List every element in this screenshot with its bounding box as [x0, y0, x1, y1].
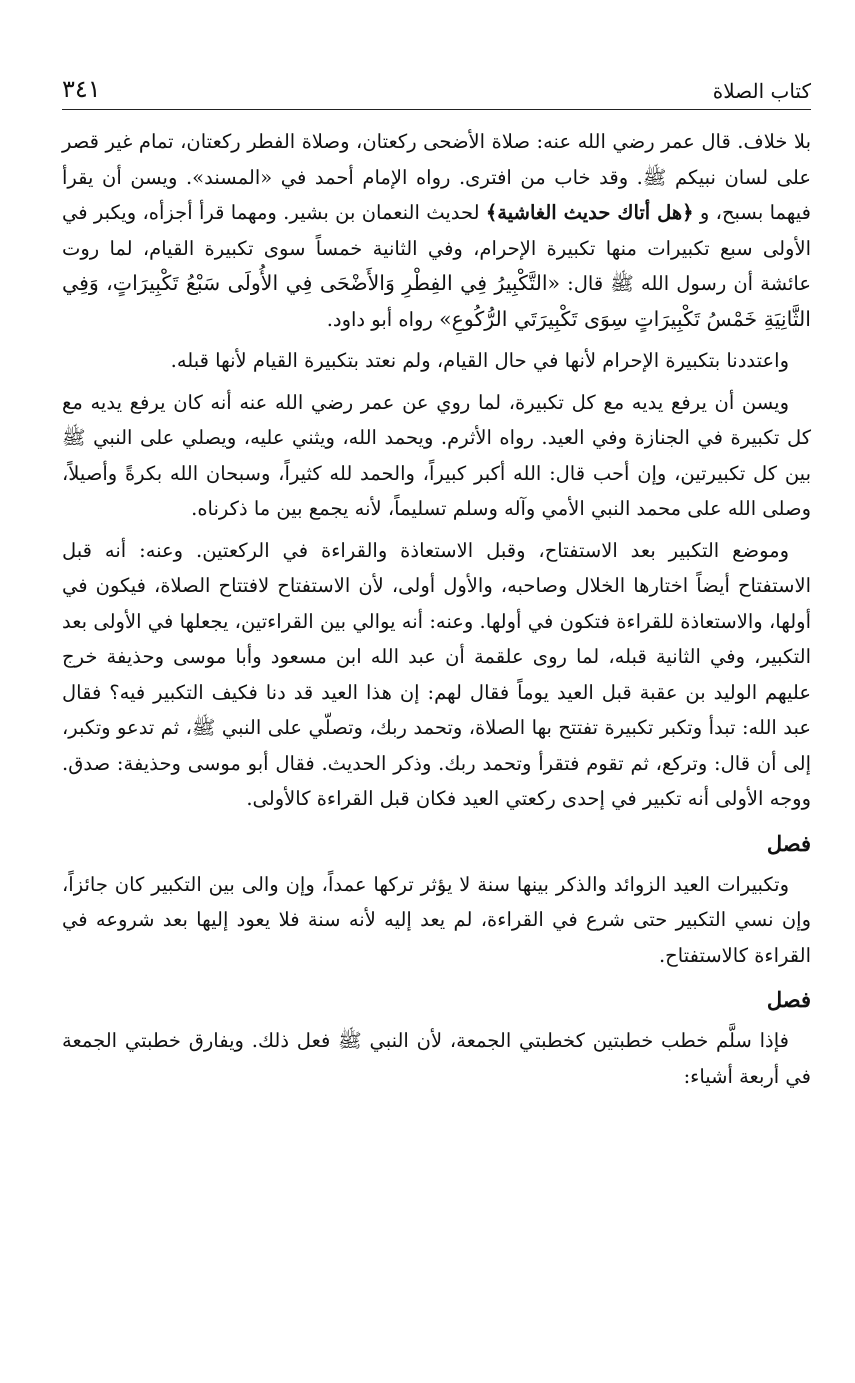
section-heading: فصل — [766, 830, 811, 856]
paragraph — [62, 1023, 811, 1094]
text-run: رواه أبو داود. — [326, 307, 440, 331]
page-number: ٣٤١ — [62, 75, 101, 103]
paragraph — [62, 867, 811, 974]
text-run: بلا خلاف. قال عمر رضي الله عنه: صلاة الأضحى ركعتان، وصلاة الفطر ركعتان، تمام غير قصر على لسان نبيكم ﷺ. وقد خاب من افترى. رواه الإمام أحمد في «المسند». ويسن أن يقرأ فيهما بسبح، و — [62, 130, 811, 224]
running-title: كتاب الصلاة — [712, 79, 811, 103]
text-run: وتكبيرات العيد الزوائد والذكر بينها سنة لا يؤثر تركها عمداً، وإن والى بين التكبير كان جائزاً، وإن نسي التكبير حتى شرع في القراءة، لم يعد إليه لأنه سنة فلا يعود إليها بعد شروعه في القراءة كالاستفتاح. — [62, 872, 811, 967]
paragraph — [62, 533, 811, 817]
text-run: واعتددنا بتكبيرة الإحرام لأنها في حال القيام، ولم نعتد بتكبيرة القيام لأنها قبله. — [170, 349, 789, 372]
book-page — [62, 60, 811, 1383]
paragraph — [62, 385, 811, 527]
running-header — [62, 60, 811, 110]
quran-quote: ﴿هل أتاك حديث الغاشية﴾ — [485, 201, 694, 224]
text-run: لحديث النعمان بن بشير. ومهما قرأ أجزأه، ويكبر في الأولى سبع تكبيرات منها تكبيرة الإحرام، وفي الثانية خمساً سوى تكبيرة القيام، لما روت عائشة أن رسول الله ﷺ قال: — [62, 201, 811, 295]
hadith-quote: «التَّكْبِيرُ فِي الفِطْرِ وَالأَضْحَى فِي الأُولَى سَبْعُ تَكْبِيرَاتٍ، وَفِي الثَّانِيَةِ خَمْسُ تَكْبِيرَاتٍ سِوَى تَكْبِيرَتَي الرُّكُوعِ» — [62, 271, 811, 331]
text-run: ويسن أن يرفع يديه مع كل تكبيرة، لما روي عن عمر رضي الله عنه أنه كان يرفع يديه مع كل تكبيرة في الجنازة وفي العيد. رواه الأثرم. ويحمد الله، ويثني عليه، ويصلي على النبي ﷺ بين كل تكبيرتين، وإن أحب قال: الله أكبر كبيراً، والحمد لله كثيراً، وسبحان الله بكرةً وأصيلاً، وصلى الله على محمد النبي الأمي وآله وسلم تسليماً، لأنه يجمع بين ما ذكرناه. — [62, 390, 811, 520]
text-run: فإذا سلَّم خطب خطبتين كخطبتي الجمعة، لأن النبي ﷺ فعل ذلك. ويفارق خطبتي الجمعة في أربعة أشياء: — [62, 1029, 811, 1088]
text-run: وموضع التكبير بعد الاستفتاح، وقبل الاستعاذة والقراءة في الركعتين. وعنه: أنه قبل الاستفتاح أيضاً اختارها الخلال وصاحبه، والأول أولى، لأن الاستفتاح لافتتاح الصلاة، فيكون في أولها، والاستعاذة للقراءة فتكون في أولها. وعنه: أنه يوالي بين القراءتين، يجعلها في الأولى بعد التكبير، وفي الثانية قبله، لما روى علقمة أن عبد الله ابن مسعود وأبا موسى وحذيفة خرج عليهم الوليد بن عقبة قبل العيد يوماً فقال لهم: إن هذا العيد قد دنا فكيف التكبير فيه؟ فقال عبد الله: تبدأ وتكبر تكبيرة تفتتح بها الصلاة، وتحمد ربك، وتصلّي على النبي ﷺ، ثم تدعو وتكبر، إلى أن قال: وتركع، ثم تقوم فتقرأ وتحمد ربك. وذكر الحديث. فقال أبو موسى وحذيفة: صدق. ووجه الأولى أنه تكبير في إحدى ركعتي العيد فكان قبل القراءة كالأولى. — [62, 538, 811, 810]
body-text — [62, 124, 811, 1094]
paragraph — [62, 343, 811, 379]
paragraph — [62, 124, 811, 337]
section-heading: فصل — [766, 987, 811, 1012]
